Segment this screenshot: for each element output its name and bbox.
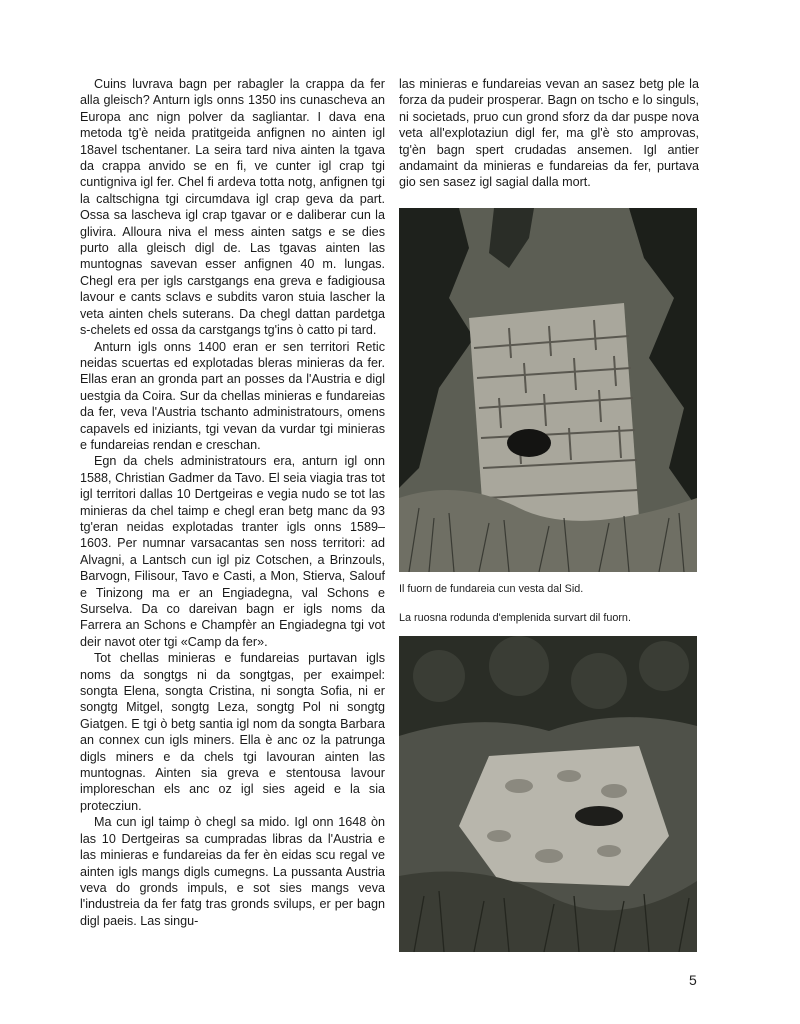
paragraph-raetian-mines: Anturn igls onns 1400 eran er sen territori Retic neidas scuertas ed explotadas bleras minieras da fer. Ellas eran an gronda part an posses da l'Austria e digl uestgia da Coira. Sur da chellas minieras e fundareias da fer, veva l'Austria tschanto administratours, omens capavels ed iniziants, tgi vevan da vurdar tgi minieras e fundareias rendan e creschan.: [80, 339, 385, 452]
right-text-column: [399, 76, 699, 191]
photo-furnace-south-view: [399, 208, 697, 572]
paragraph-continuation: las minieras e fundareias vevan an sasez betg ple la forza da pudeir prosperar. Bagn on tscho e lo singuls, ni societads, pruo cun grond sforz da dar puspe nova veta all'explotaziun digl fer, ma gl'è sto amprovas, tg'èn bagn spert crudadas ansemen. Igl antier andamaint da minieras e fundareias da fer, purtava gio sen sasez igl sagial dalla mort.: [399, 77, 699, 190]
caption-photo-1: Il fuorn de fundareia cun vesta dal Sid.: [399, 583, 584, 595]
paragraph-decline: Ma cun igl taimp ò chegl sa mido. Igl onn 1648 òn las 10 Dertgeiras sa cumpradas libras da l'Austria e las minieras e fundareias da fer èn eidas scu regal ve ainten igls mangs digls cumegns. La pussanta Austria veva do gronds impuls, e sot sies mangs veva l'industreia da fer fatg tras gronds svilups, er per bagn digl paeis. Las singu-: [80, 815, 385, 928]
left-text-column: [80, 76, 385, 929]
photo-round-filling-opening: [399, 636, 697, 952]
paragraph-gadmer: Egn da chels administratours era, anturn igl onn 1588, Christian Gadmer da Tavo. El seia viagia tras tot igl territori dallas 10 Dertgeiras e vegia nudo se tot las minieras da chel taimp e chegl eran betg manc da 93 tg'eran neidas explotadas tranter igls onns 1589–1603. Per numnar varsacantas sen noss territori: ad Alvagni, a Lantsch cun igl piz Cotschen, a Brinzouls, Barvogn, Filisour, Tavo e Casti, a Mon, Stierva, Salouf e Tinizong ma er an Engiadegna, val Schons e Surselva. Da co dareivan bagn er igls noms da Farrera an Schons e Champfèr an Engiadegna tgi vot deir navot oter tgi «Camp da fer».: [80, 454, 385, 649]
paragraph-mining-method: Cuins luvrava bagn per rabagler la crappa da fer alla gleisch? Anturn igls onns 1350 ins cunascheva an Europa anc nign polver da sagliantar. I dava ena metoda tg'è neida pratitgeida anfignen no ainten igl 18avel tschentaner. La seira tard niva ainten la tgava da crappa anvido se en fi, ve cunter igl crap tgi cuntigniva igl fer. Chel fi ardeva totta notg, anfignen tgi la caltschigna tgi circumdava igl crap geva da part. Ossa sa lascheva igl crap tgavar or e daliberar cun la glivira. Alloura niva el mess ainten satgs e se dies purto alla gleisch digl de. Las tgavas ainten las muntognas savevan esser anfignen 40 m. lungas. Chegl era per igls carstgangs ena greva e fadigiousa lavour e cants sclavs e subdits varon stuia lascher la veta ainten chels suterans. Da chegl dattan pardetga s-chelets ed ossa da carstgangs tg'ins ò catto pi tard.: [80, 77, 385, 338]
caption-photo-2: La ruosna rodunda d'emplenida survart dil fuorn.: [399, 612, 631, 624]
paragraph-saints: Tot chellas minieras e fundareias purtavan igls noms da songtgs ni da songtgas, per exaimpel: songta Elena, songta Cristina, ni songta Sofia, ni er songtg Mitgel, songtg Leza, songtg Pol ni songtg Giatgen. E tgi ò betg santia igl nom da songta Barbara an connex cun igls miners. Ella è anc oz la patrunga digls miners e da chels tgi lavouran ainten las muntognas. Ainten sia greva e stentousa lavour imploreschan els anc oz igl sies ageid e la sia protecziun.: [80, 651, 385, 813]
page-number: 5: [689, 972, 697, 988]
